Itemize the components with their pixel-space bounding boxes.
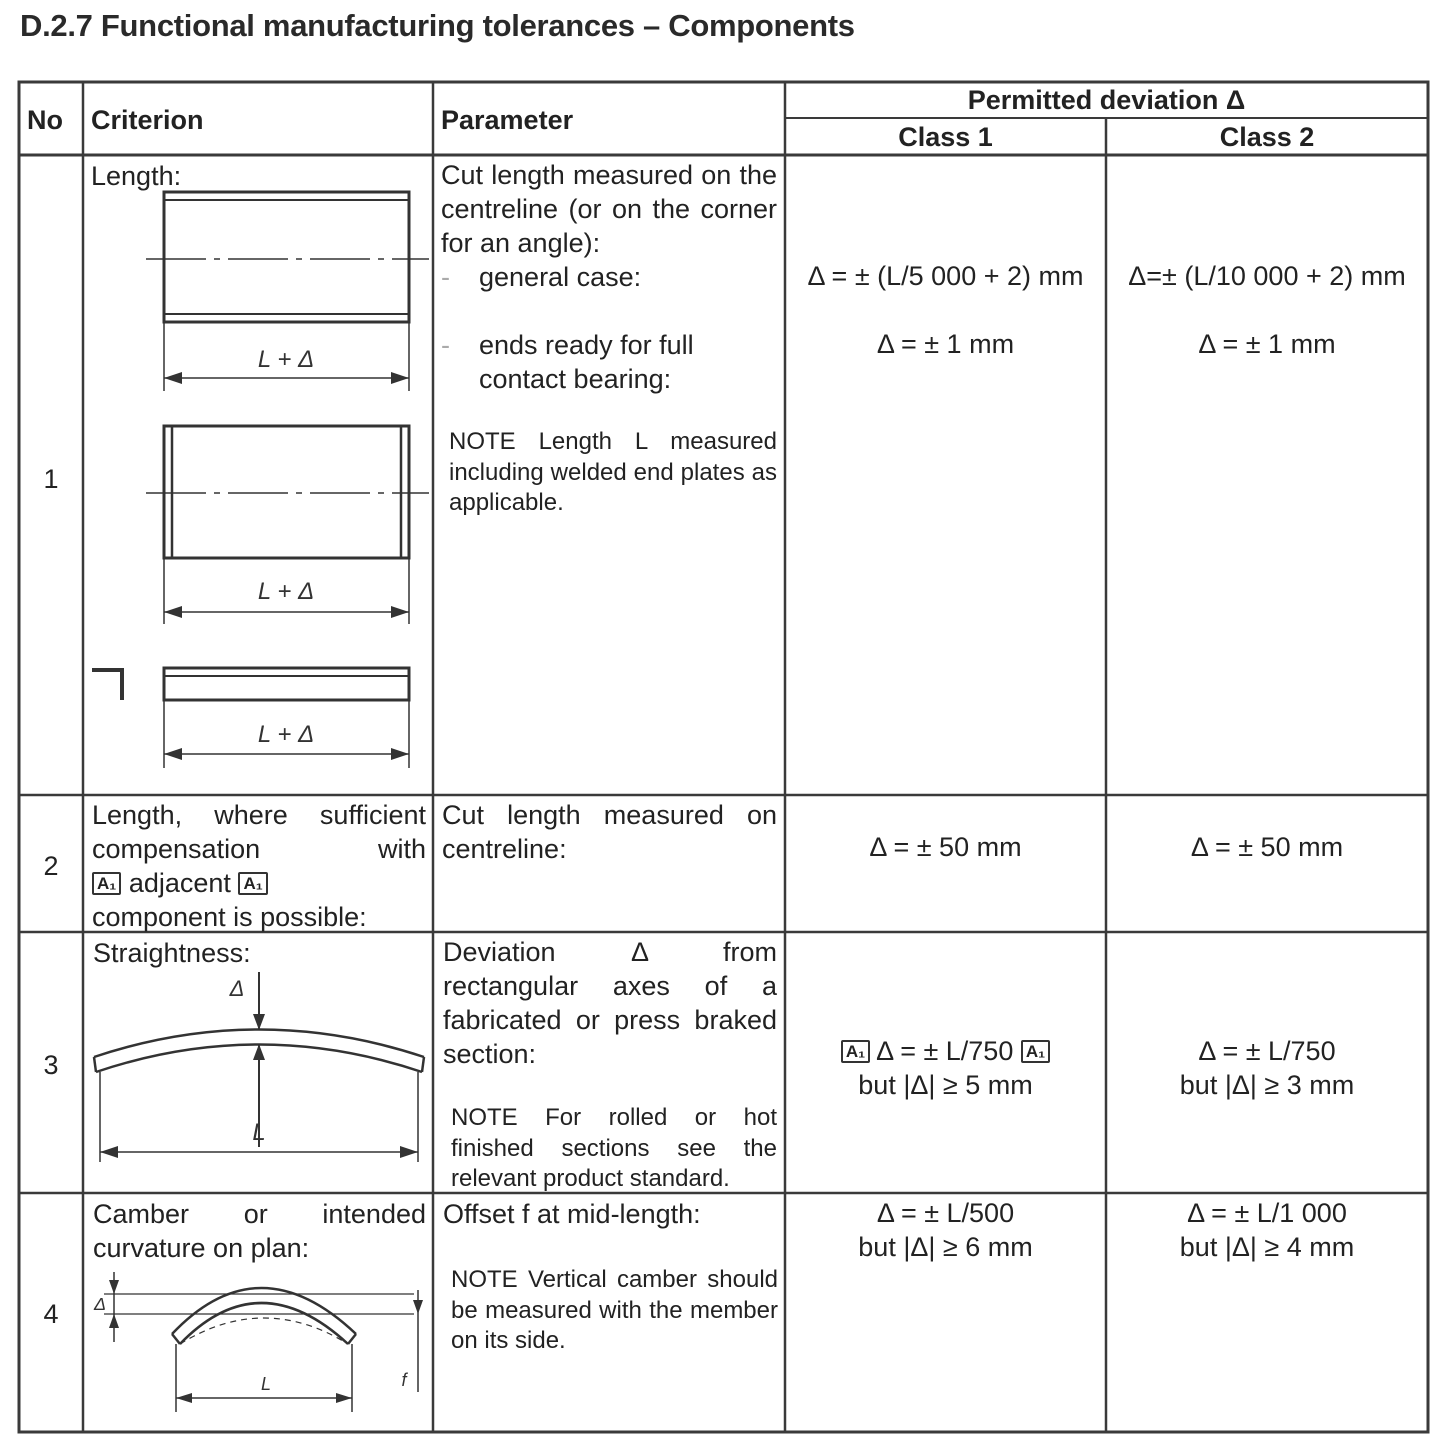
- bullet-dash: -: [441, 262, 450, 292]
- amendment-marker-close: A₁: [238, 872, 267, 895]
- row-4-class2-line1: Δ = ± L/1 000: [1187, 1198, 1347, 1228]
- length-dim-label-2: L + Δ: [257, 578, 315, 605]
- row-3-class1-line2: but |Δ| ≥ 5 mm: [858, 1070, 1033, 1100]
- row-1-parameter-intro: Cut length measured on the centreline (or on the corner for an angle):: [441, 160, 777, 258]
- amendment-marker-open: A₁: [92, 872, 121, 895]
- row-3-class2-line2: but |Δ| ≥ 3 mm: [1179, 1070, 1355, 1100]
- header-permitted-deviation: Permitted deviation Δ: [967, 85, 1246, 115]
- row-4-criterion: Camber or intended curvature on plan:: [93, 1199, 426, 1263]
- header-no: No: [27, 105, 63, 135]
- camber-delta-label: Δ: [93, 1294, 107, 1314]
- length-figure: [84, 156, 434, 796]
- bullet-dash: -: [441, 330, 450, 360]
- row-3-class1: [785, 1034, 1106, 1102]
- row-1-note: NOTE Length L measured including welded end plates as applicable.: [449, 428, 777, 516]
- row-3-class1-line1: Δ = ± L/750: [876, 1036, 1014, 1066]
- row-1-class1-ends: Δ = ± 1 mm: [876, 329, 1015, 359]
- amendment-marker-open: A₁: [841, 1040, 870, 1063]
- row-1-class2-general: Δ=± (L/10 000 + 2) mm: [1128, 261, 1406, 291]
- header-class-1: Class 1: [898, 122, 993, 152]
- row-4-class1-line2: but |Δ| ≥ 6 mm: [858, 1232, 1033, 1262]
- row-1-class1-general: Δ = ± (L/5 000 + 2) mm: [807, 261, 1084, 291]
- row-3-parameter: Deviation Δ from rectangular axes of a fabricated or press braked section:: [443, 937, 777, 1069]
- straightness-dim-label: L: [252, 1119, 266, 1146]
- row-2-criterion: [92, 798, 426, 934]
- row-1-parameter-ends-ready: [441, 328, 771, 396]
- row-2-class2: Δ = ± 50 mm: [1190, 832, 1344, 862]
- row-2-criterion-line1: Length, where sufficient compensation with: [92, 800, 426, 864]
- camber-f-label: f: [401, 1370, 407, 1390]
- row-2-class1: Δ = ± 50 mm: [869, 832, 1022, 862]
- row-3-note: NOTE For rolled or hot finished sections see the relevant product standard.: [451, 1104, 777, 1192]
- row-3-class2: [1106, 1034, 1428, 1102]
- header-parameter: Parameter: [441, 105, 574, 135]
- row-2-number: 2: [43, 851, 59, 881]
- row-4-class1: [785, 1196, 1106, 1264]
- row-4-class1-line1: Δ = ± L/500: [876, 1198, 1015, 1228]
- row-3-class2-line1: Δ = ± L/750: [1198, 1036, 1336, 1066]
- row-4-class2-line2: but |Δ| ≥ 4 mm: [1179, 1232, 1355, 1262]
- row-3-number: 3: [43, 1050, 59, 1080]
- row-2-criterion-line3: component is possible:: [92, 902, 367, 932]
- page-title: D.2.7 Functional manufacturing tolerances – Components: [20, 8, 855, 43]
- row-1-number: 1: [43, 464, 59, 494]
- length-dim-label-3: L + Δ: [257, 721, 315, 748]
- row-2-criterion-line2: [92, 866, 426, 900]
- row-4-number: 4: [43, 1299, 59, 1329]
- row-3-criterion: Straightness:: [93, 938, 251, 968]
- row-1-criterion: Length:: [91, 161, 182, 191]
- ends-ready-label: ends ready for full contact bearing:: [479, 330, 694, 394]
- amendment-marker-close: A₁: [1021, 1040, 1050, 1063]
- general-case-label: general case:: [479, 262, 642, 292]
- row-4-class2: [1106, 1196, 1428, 1264]
- length-dim-label-1: L + Δ: [257, 346, 315, 373]
- header-criterion: Criterion: [91, 105, 204, 135]
- camber-figure: [84, 1262, 434, 1432]
- straightness-figure: [84, 972, 434, 1192]
- straightness-delta-label: Δ: [229, 976, 245, 1001]
- row-1-parameter-general-case: [441, 260, 777, 294]
- row-2-parameter: Cut length measured on centreline:: [442, 800, 777, 864]
- header-class-2: Class 2: [1219, 122, 1315, 152]
- row-4-parameter: Offset f at mid-length:: [443, 1199, 701, 1229]
- camber-dim-label: L: [260, 1374, 272, 1394]
- row-4-note: NOTE Vertical camber should be measured with the member on its side.: [451, 1266, 778, 1354]
- adjacent-text: adjacent: [128, 868, 231, 898]
- row-1-class2-ends: Δ = ± 1 mm: [1198, 329, 1336, 359]
